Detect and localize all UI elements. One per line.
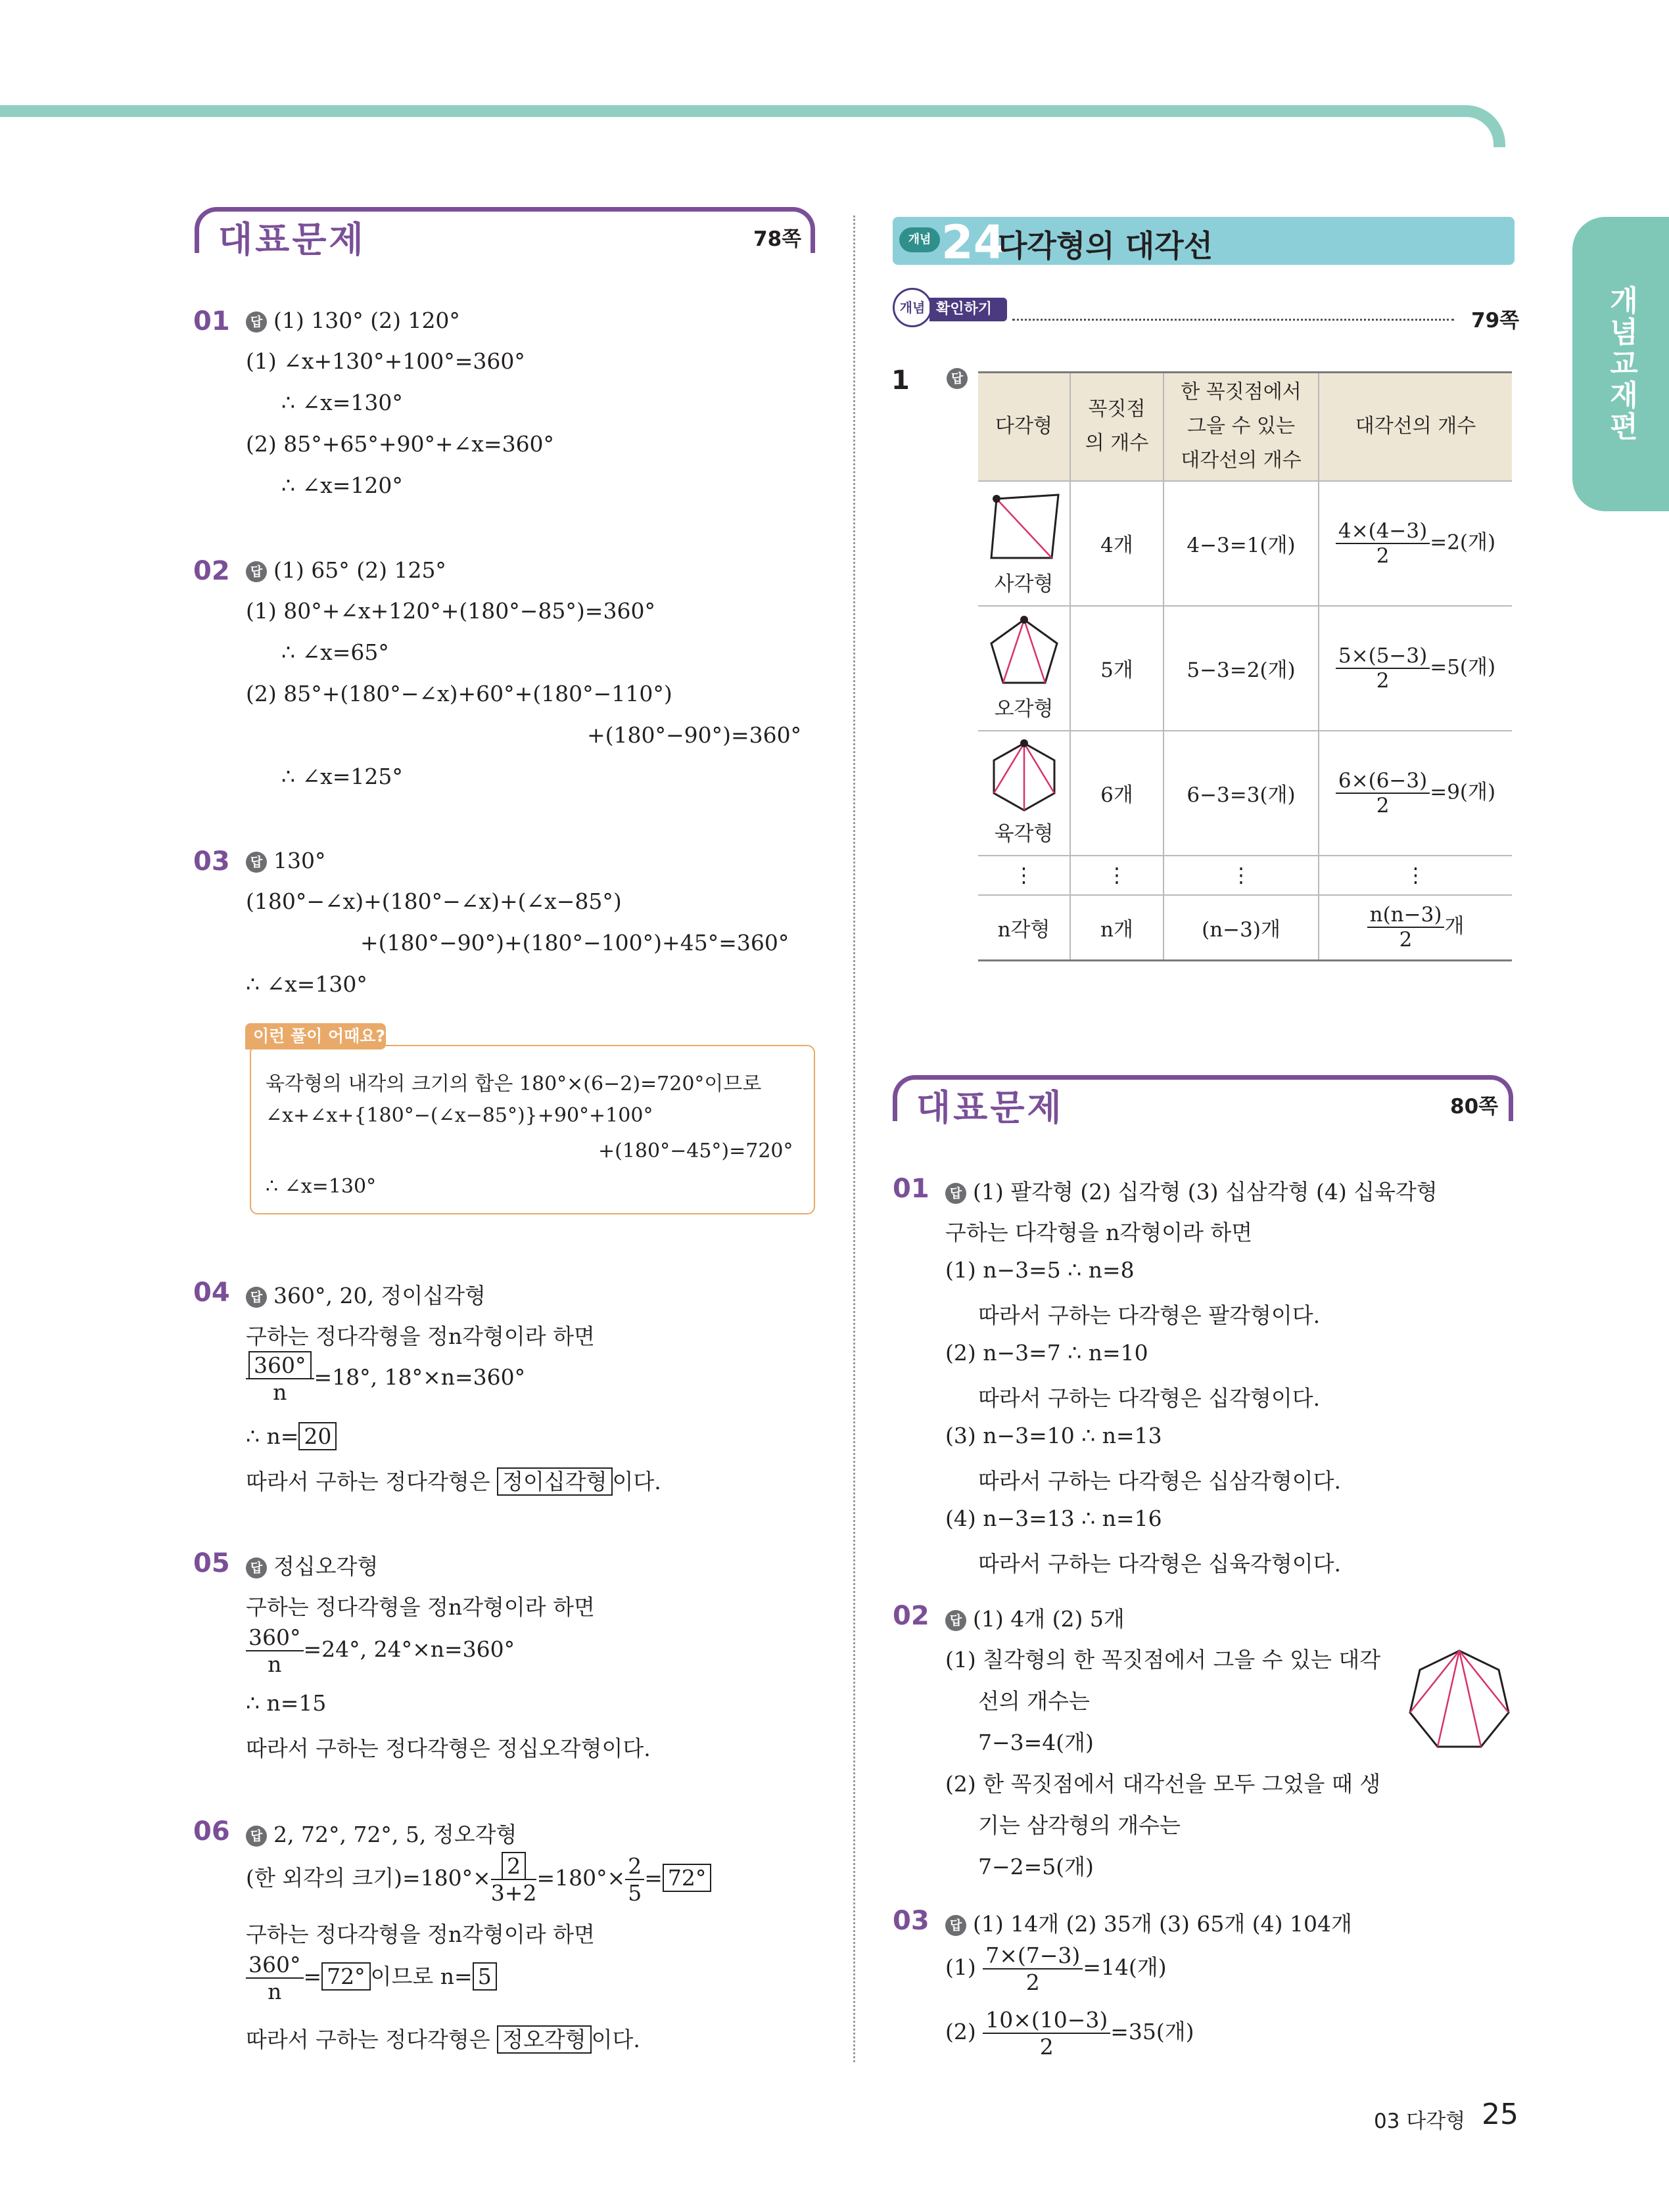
problem-number: 06 [193, 1816, 230, 1847]
diagonal-total [1319, 606, 1512, 731]
text: 따라서 구하는 정다각형은 [246, 1469, 498, 1494]
solution-line: ∴ ∠x=130° [281, 390, 403, 415]
diagonal-from-vertex: 6−3=3(개) [1164, 731, 1319, 856]
problem-number: 02 [193, 556, 230, 586]
answer-icon: 답 [246, 1826, 267, 1847]
solution-line: (4) n−3=13 ∴ n=16 [945, 1506, 1162, 1531]
shape-name: 사각형 [994, 572, 1054, 596]
solution-line: (1) ∠x+130°+100°=360° [246, 348, 525, 374]
solution-line [246, 1352, 525, 1405]
table-header [1070, 373, 1164, 481]
fraction [983, 2007, 1110, 2060]
solution-line: 7−2=5(개) [978, 1854, 1094, 1879]
boxed-answer: 정이십각형 [497, 1467, 612, 1496]
answer-text: 360°, 20, 정이십각형 [273, 1283, 486, 1308]
solution-line: 따라서 구하는 다각형은 십각형이다. [978, 1385, 1321, 1411]
answer-text: (1) 65° (2) 125° [273, 557, 446, 583]
solution-line: ∴ ∠x=125° [281, 764, 403, 789]
problem-number: 02 [893, 1601, 929, 1631]
problem-number: 01 [893, 1174, 929, 1204]
text: (한 외각의 크기)=180°× [246, 1865, 491, 1891]
solution-line: (2) 85°+65°+90°+∠x=360° [246, 431, 555, 457]
solution-line: (2) 85°+(180°−∠x)+60°+(180°−110°) [246, 681, 672, 706]
solution-line: (1) n−3=5 ∴ n=8 [945, 1257, 1135, 1283]
solution-line: +(180°−90°)=360° [587, 722, 802, 748]
dots: ⋮ [1164, 856, 1319, 895]
confirm-tag: 확인하기 [929, 298, 1007, 321]
tip-line: ∴ ∠x=130° [266, 1175, 377, 1198]
text: 이므로 n= [370, 1964, 473, 1989]
boxed-answer: 72° [321, 1962, 371, 1991]
table-row-general [978, 895, 1512, 961]
pentagon-icon [985, 614, 1064, 687]
shape-name: n각형 [978, 895, 1070, 961]
answer-line [945, 1907, 1352, 1938]
vertex-count: 5개 [1070, 606, 1164, 731]
footer-chapter: 03 다각형 [1374, 2109, 1466, 2133]
table-row [978, 606, 1512, 731]
answer-icon: 답 [246, 1287, 267, 1308]
fraction-denominator: 2 [1039, 2034, 1054, 2060]
fraction-denominator: n [273, 1379, 287, 1405]
answer-icon: 답 [246, 852, 267, 873]
answer-line [246, 1818, 517, 1849]
answer-icon: 답 [246, 561, 267, 582]
solution-line: (1) 80°+∠x+120°+(180°−85°)=360° [246, 598, 655, 624]
solution-line: (1) 칠각형의 한 꼭짓점에서 그을 수 있는 대각 [945, 1647, 1381, 1672]
tip-tag: 이런 풀이 어때요? [245, 1023, 386, 1049]
answer-badge: 답 [947, 368, 968, 389]
answer-icon: 답 [246, 311, 267, 333]
fraction [246, 1624, 304, 1677]
text: 이다. [612, 1469, 661, 1494]
answer-line [246, 1279, 486, 1310]
vertex-count: n개 [1070, 895, 1164, 961]
tip-line: ∠x+∠x+{180°−(∠x−85°)}+90°+100° [266, 1104, 653, 1127]
fraction-denominator: 2 [1376, 793, 1390, 818]
fraction-denominator: 2 [1376, 543, 1390, 568]
solution-line [945, 2007, 1194, 2060]
solution-line: 구하는 정다각형을 정n각형이라 하면 [246, 1324, 595, 1349]
solution-line [246, 2023, 640, 2054]
fraction-denominator: 3+2 [490, 1880, 537, 1906]
diagonal-from-vertex: 5−3=2(개) [1164, 606, 1319, 731]
hexagon-icon [985, 739, 1064, 812]
fraction-numerator: 360° [246, 1624, 304, 1651]
fraction [246, 1952, 304, 2004]
text: =5(개) [1430, 655, 1496, 679]
answer-line [945, 1175, 1438, 1206]
solution-line [246, 1423, 337, 1449]
answer-icon: 답 [945, 1610, 966, 1631]
solution-line [246, 1624, 515, 1677]
concept-number: 24 [941, 216, 1006, 269]
boxed-answer: 정오각형 [497, 2025, 592, 2054]
quadrilateral-icon [985, 490, 1064, 562]
answer-icon [947, 368, 974, 389]
answer-line [246, 308, 460, 333]
text: 개 [1444, 914, 1465, 938]
solution-line [945, 1943, 1167, 1995]
solution-line: 따라서 구하는 다각형은 십삼각형이다. [978, 1468, 1342, 1494]
page-ref: 78쪽 [753, 227, 802, 251]
table [978, 371, 1512, 961]
answer-text: 정십오각형 [273, 1554, 379, 1579]
answer-text: 130° [273, 848, 326, 873]
dots: ⋮ [1070, 856, 1164, 895]
dots: ⋮ [978, 856, 1070, 895]
vertex-count: 4개 [1070, 481, 1164, 606]
fraction-numerator: 7×(7−3) [983, 1943, 1083, 1970]
text: =9(개) [1430, 780, 1496, 804]
answer-line [246, 848, 326, 873]
text: =35(개) [1110, 2019, 1194, 2044]
equation-rest: =18°, 18°×n=360° [314, 1364, 526, 1390]
diagonal-total [1319, 481, 1512, 606]
shape-cell [978, 606, 1070, 731]
column-divider [853, 216, 855, 2062]
shape-name: 오각형 [994, 697, 1054, 721]
fraction [491, 1853, 537, 1906]
fraction-numerator: 5×(5−3) [1336, 644, 1430, 669]
fraction-numerator: 360° [248, 1351, 312, 1379]
fraction [625, 1853, 644, 1906]
vertex-count: 6개 [1070, 731, 1164, 856]
boxed-answer: 72° [663, 1864, 712, 1892]
dots: ⋮ [1319, 856, 1512, 895]
answer-text: (1) 130° (2) 120° [273, 308, 460, 333]
solution-line: ∴ ∠x=65° [281, 639, 389, 665]
header-text: 한 꼭짓점에서 그을 수 있는 대각선의 개수 [1181, 380, 1302, 472]
shape-cell [978, 731, 1070, 856]
text: = [303, 1964, 322, 1989]
text: (1) [945, 1954, 976, 1980]
table-row [978, 481, 1512, 606]
answer-text: 2, 72°, 72°, 5, 정오각형 [273, 1822, 517, 1847]
side-tab: 개념교재편 [1572, 217, 1669, 511]
fraction-denominator: 5 [628, 1880, 642, 1906]
problem-number: 03 [193, 846, 230, 877]
concept-title: 다각형의 대각선 [998, 228, 1213, 264]
fraction-numerator: 4×(4−3) [1336, 519, 1430, 544]
fraction-numerator: 2 [502, 1852, 526, 1880]
diagonal-total [1319, 895, 1512, 961]
dotted-leader [1012, 319, 1454, 321]
answer-line [945, 1602, 1125, 1633]
solution-line: 구하는 정다각형을 정n각형이라 하면 [246, 1922, 595, 1947]
fraction-denominator: n [268, 1979, 282, 2004]
diagonal-from-vertex: (n−3)개 [1164, 895, 1319, 961]
solution-line: (180°−∠x)+(180°−∠x)+(∠x−85°) [246, 888, 622, 914]
answer-text: (1) 4개 (2) 5개 [973, 1606, 1125, 1632]
fraction-numerator: 10×(10−3) [983, 2007, 1110, 2034]
solution-line: ∴ n=15 [246, 1690, 327, 1716]
solution-line: +(180°−90°)+(180°−100°)+45°=360° [360, 930, 789, 956]
table-header [1164, 373, 1319, 481]
answer-line [246, 1550, 378, 1580]
solution-line [246, 1952, 497, 2004]
fraction-numerator: n(n−3) [1367, 903, 1445, 928]
top-bar [0, 105, 1505, 147]
problem-number: 01 [193, 306, 230, 336]
solution-line: ∴ ∠x=120° [281, 472, 403, 498]
table-row-dots [978, 856, 1512, 895]
fraction [246, 1352, 314, 1405]
text: =180°× [536, 1865, 626, 1891]
text: ∴ n= [246, 1423, 299, 1449]
answer-text: (1) 14개 (2) 35개 (3) 65개 (4) 104개 [973, 1911, 1352, 1937]
solution-line: 7−3=4(개) [978, 1730, 1094, 1755]
text: = [644, 1865, 663, 1891]
problem-number: 05 [193, 1548, 230, 1578]
solution-line: 구하는 정다각형을 정n각형이라 하면 [246, 1594, 595, 1620]
fraction [1336, 769, 1430, 818]
table-header: 다각형 [978, 373, 1070, 481]
solution-line [246, 1465, 661, 1496]
section-title: 대표문제 [218, 219, 366, 260]
fraction-denominator: 2 [1376, 668, 1390, 693]
page-number: 25 [1482, 2098, 1518, 2131]
fraction [983, 1943, 1083, 1995]
answer-line [246, 557, 446, 583]
page-ref: 79쪽 [1471, 309, 1520, 333]
tip-line: 육각형의 내각의 크기의 합은 180°×(6−2)=720°이므로 [266, 1072, 762, 1095]
fraction-numerator: 2 [625, 1853, 644, 1880]
solution-line: (3) n−3=10 ∴ n=13 [945, 1423, 1162, 1448]
fraction-denominator: 2 [1025, 1970, 1040, 1995]
problem-number: 04 [193, 1278, 230, 1308]
concept-badge: 개념 [899, 227, 940, 252]
fraction [1367, 903, 1445, 952]
question-number: 1 [891, 365, 910, 396]
boxed-answer: 5 [473, 1962, 497, 1991]
boxed-answer: 20 [298, 1422, 337, 1450]
answer-icon: 답 [246, 1557, 267, 1578]
answer-icon: 답 [945, 1915, 966, 1936]
diagonal-table [978, 371, 1512, 961]
text: (2) [945, 2019, 976, 2044]
fraction-numerator: 360° [246, 1952, 304, 1979]
solution-line: (2) n−3=7 ∴ n=10 [945, 1340, 1148, 1366]
solution-line [246, 1853, 711, 1906]
fraction [1336, 644, 1430, 693]
heptagon-icon [1401, 1644, 1517, 1760]
equation-rest: =24°, 24°×n=360° [303, 1636, 515, 1662]
text: 이다. [591, 2027, 640, 2052]
tip-line: +(180°−45°)=720° [598, 1140, 793, 1163]
table-header: 대각선의 개수 [1319, 373, 1512, 481]
fraction-numerator: 6×(6−3) [1336, 769, 1430, 794]
table-row [978, 731, 1512, 856]
solution-line: 기는 삼각형의 개수는 [978, 1812, 1181, 1838]
fraction [1336, 519, 1430, 568]
diagonal-total [1319, 731, 1512, 856]
solution-line: 따라서 구하는 정다각형은 정십오각형이다. [246, 1736, 651, 1761]
solution-line: 따라서 구하는 다각형은 십육각형이다. [978, 1551, 1342, 1577]
solution-line: ∴ ∠x=130° [246, 971, 367, 997]
solution-line: 구하는 다각형을 n각형이라 하면 [945, 1220, 1253, 1245]
shape-cell [978, 481, 1070, 606]
text: =2(개) [1430, 530, 1496, 554]
fraction-denominator: 2 [1399, 928, 1413, 952]
problem-number: 03 [893, 1906, 929, 1936]
confirm-badge: 개념 [893, 288, 932, 327]
section-title: 대표문제 [916, 1087, 1064, 1128]
shape-name: 육각형 [994, 822, 1054, 846]
header-text: 꼭짓점의 개수 [1085, 398, 1149, 455]
diagonal-from-vertex: 4−3=1(개) [1164, 481, 1319, 606]
solution-line: 따라서 구하는 다각형은 팔각형이다. [978, 1302, 1321, 1328]
solution-line: 선의 개수는 [978, 1688, 1090, 1714]
text: =14(개) [1083, 1954, 1167, 1980]
fraction-denominator: n [268, 1651, 282, 1677]
page-ref: 80쪽 [1450, 1095, 1499, 1118]
text: 따라서 구하는 정다각형은 [246, 2027, 498, 2052]
solution-line: (2) 한 꼭짓점에서 대각선을 모두 그었을 때 생 [945, 1771, 1381, 1797]
answer-text: (1) 팔각형 (2) 십각형 (3) 십삼각형 (4) 십육각형 [973, 1179, 1438, 1205]
answer-icon: 답 [945, 1183, 966, 1204]
